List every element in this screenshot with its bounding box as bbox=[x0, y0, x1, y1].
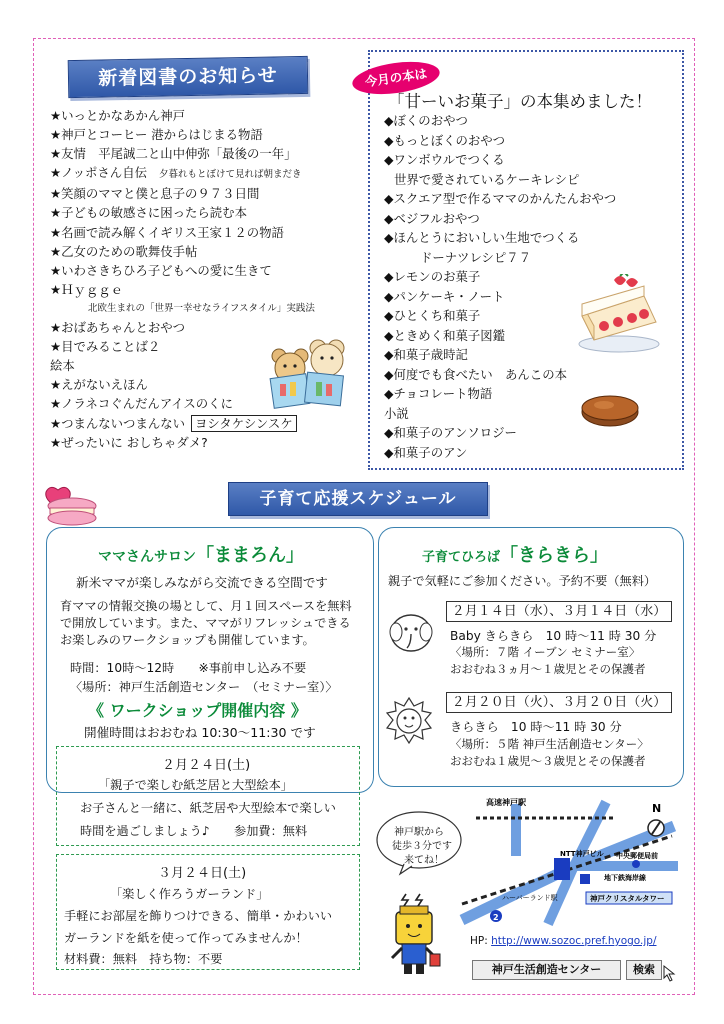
sweets-item: ◆ひとくち和菓子 bbox=[384, 308, 481, 323]
author-box: ヨシタケシンスケ bbox=[191, 415, 297, 432]
hp-label: HP: bbox=[470, 935, 488, 947]
mamaron-heading bbox=[98, 541, 304, 567]
map-north: N bbox=[652, 802, 662, 815]
book-item: ★Ｈｙｇｇｅ bbox=[50, 281, 124, 297]
sweets-item: ◆レモンのお菓子 bbox=[384, 269, 481, 284]
book-item bbox=[50, 414, 370, 433]
bubble-text: 来てね！ bbox=[404, 855, 444, 866]
session1-date: ２月１４日（水）、３月１４日（水） bbox=[446, 601, 672, 622]
session2-date: ２月２０日（火）、３月２０日（火） bbox=[446, 692, 672, 713]
workshop1-desc: 時間を過ごしましょう♪ 参加費：無料 bbox=[80, 824, 308, 838]
session2-name: きらきら 10 時～11 時 30 分 bbox=[450, 720, 622, 734]
workshop1-name: 「親子で楽しむ紙芝居と大型絵本」 bbox=[98, 778, 293, 792]
sweets-item: ◆パンケーキ・ノート bbox=[384, 288, 505, 304]
book-subtitle: 夕暮れもとぼけて見れば朝まだき bbox=[158, 169, 302, 181]
book-item: ★ノラネコぐんだんアイスのくに bbox=[50, 396, 233, 412]
book-item bbox=[50, 163, 370, 184]
mamaron-lead: 新米ママが楽しみながら交流できる空間です bbox=[76, 575, 328, 590]
book-title: ★ノッポさん自伝 bbox=[50, 165, 147, 181]
book-subtitle: 北欧生まれの「世界一幸せなライフスタイル」実践法 bbox=[88, 302, 315, 314]
kirakira-lead: 親子で気軽にご参加ください。予約不要（無料） bbox=[388, 574, 657, 588]
kirakira-title-name: 「きらきら」 bbox=[500, 545, 609, 566]
sweets-item: 世界で愛されているケーキレシピ bbox=[394, 171, 580, 187]
session1-name: Baby きらきら 10 時～11 時 30 分 bbox=[450, 629, 657, 643]
access-map bbox=[456, 796, 684, 936]
book-item: ★子どもの敏感さに困ったら読む本 bbox=[50, 205, 247, 221]
elephant-icon bbox=[388, 612, 434, 654]
sweets-item: ◆ぼくのおやつ bbox=[384, 113, 468, 128]
lion-icon bbox=[384, 696, 434, 746]
sweets-item: ◆和菓子のアンソロジー bbox=[384, 425, 517, 440]
sweets-item: ◆ベジフルおやつ bbox=[384, 210, 480, 226]
sweets-item: ドーナツレシピ７７ bbox=[420, 249, 532, 265]
sweets-item: ◆ときめく和菓子図鑑 bbox=[384, 327, 506, 343]
book-item: ★乙女のための歌舞伎手帖 bbox=[50, 243, 198, 259]
kirakira-heading bbox=[422, 541, 608, 567]
book-item: ★いっとかなあかん神戸 bbox=[50, 108, 186, 123]
cursor-hand-icon bbox=[662, 964, 678, 982]
new-books-title: 新着図書のお知らせ bbox=[98, 64, 278, 90]
schedule-title: 子育て応援スケジュール bbox=[259, 489, 457, 509]
workshop2-desc: ガーランドを紙を使って作ってみませんか！ bbox=[64, 931, 308, 945]
book-item: ★いわさきちひろ子どもへの愛に生きて bbox=[50, 262, 272, 278]
dorayaki-illustration bbox=[578, 390, 642, 430]
book-item: ★名画で読み解くイギリス王家１２の物語 bbox=[50, 224, 284, 240]
homepage-link[interactable]: http://www.sozoc.pref.hyogo.jp/ bbox=[491, 935, 657, 947]
sweets-item: ◆ワンボウルでつくる bbox=[384, 152, 505, 167]
workshop2-name: 「楽しく作ろうガーランド」 bbox=[110, 887, 269, 901]
mamaron-time: 時間：10時～12時 ※事前申し込み不要 bbox=[70, 661, 307, 675]
mascot-illustration bbox=[386, 892, 444, 978]
session1-target: おおむね３ヵ月～１歳児とその保護者 bbox=[450, 662, 646, 676]
session1-place: 〈場所：７階 イーブン セミナー室〉 bbox=[450, 645, 641, 659]
workshop1-date: ２月２４日(土) bbox=[162, 758, 251, 773]
macaron-icon bbox=[40, 482, 98, 526]
mamaron-desc: お楽しみのワークショップも開催しています。 bbox=[60, 633, 315, 647]
map-label-subway: 地下鉄海岸線 bbox=[604, 874, 646, 882]
bears-illustration bbox=[266, 332, 346, 410]
sweets-item: ◆和菓子歳時記 bbox=[384, 347, 468, 362]
session2-place: 〈場所：５階 神戸生活創造センター〉 bbox=[450, 737, 649, 751]
search-field[interactable]: 神戸生活創造センター bbox=[472, 960, 621, 980]
workshop-time: 開催時間はおおむね 10:30～11:30 です bbox=[84, 725, 316, 740]
book-item: ★友情 平尾誠二と山中伸弥「最後の一年」 bbox=[50, 146, 297, 162]
mamaron-title-name: 「ままろん」 bbox=[196, 545, 304, 566]
sweets-item: ◆和菓子のアン bbox=[384, 444, 468, 460]
monthly-stamp: 今月の本は bbox=[350, 57, 441, 99]
kirakira-title-prefix: 子育てひろば bbox=[422, 550, 501, 565]
sweets-title: 「甘ーいお菓子」の本集めました！ bbox=[388, 92, 652, 111]
new-books-banner bbox=[68, 56, 309, 98]
book-item: ★目でみることば２ bbox=[50, 339, 161, 355]
map-label-tower: 神戸クリスタルタワー bbox=[590, 894, 665, 903]
session2-target: おおむね１歳児～３歳児とその保護者 bbox=[450, 754, 646, 768]
mamaron-desc: で開放しています。また、ママがリフレッシュできる bbox=[60, 616, 351, 630]
mamaron-desc: 育ママの情報交換の場として、月１回スペースを無料 bbox=[60, 599, 352, 613]
book-item: ★ぜったいに おしちゃダメ? bbox=[50, 434, 208, 450]
book-item: ★神戸とコーヒー 港からはじまる物語 bbox=[50, 127, 263, 143]
map-label-harbor: ハーバーランド駅 bbox=[502, 894, 558, 902]
book-item: ★笑顔のママと僕と息子の９７３日間 bbox=[50, 186, 260, 202]
sweets-item: ◆何度でも食べたい あんこの本 bbox=[384, 366, 567, 382]
map-label-hankyu: 高速神戸駅 bbox=[486, 798, 526, 807]
map-label-jr: JR神戸駅 bbox=[465, 876, 500, 898]
bubble-text: 神戸駅から bbox=[394, 827, 444, 838]
map-label-post: 中央郵便局前 bbox=[616, 852, 658, 860]
mamaron-place: 〈場所：神戸生活創造センター （セミナー室）〉 bbox=[70, 680, 338, 694]
book-item: ★おばあちゃんとおやつ bbox=[50, 320, 186, 336]
homepage-line bbox=[470, 935, 657, 947]
book-item: ★えがないえほん bbox=[50, 377, 148, 393]
mamaron-title-prefix: ママさんサロン bbox=[98, 549, 196, 565]
workshop1-desc: お子さんと一緒に、紙芝居や大型絵本で楽しい bbox=[80, 801, 336, 815]
sweets-item: ◆スクエア型で作るママのかんたんおやつ bbox=[384, 191, 617, 206]
cake-illustration bbox=[574, 274, 664, 354]
map-label-ntt: NTT神戸ビル bbox=[560, 850, 604, 858]
book-title: ★つまんないつまんない bbox=[50, 415, 186, 431]
workshop2-date: ３月２４日(土) bbox=[158, 866, 247, 881]
search-button[interactable]: 検索 bbox=[626, 960, 662, 980]
bubble-text: 徒歩３分です bbox=[392, 841, 452, 852]
schedule-banner bbox=[228, 482, 488, 516]
map-route-number: 2 bbox=[493, 913, 499, 922]
sweets-item: ◆ほんとうにおいしい生地でつくる bbox=[384, 230, 580, 245]
sweets-item: ◆チョコレート物語 bbox=[384, 386, 493, 401]
section-label-picturebooks: 絵本 bbox=[50, 358, 75, 374]
workshop-title: 《 ワークショップ開催内容 》 bbox=[88, 701, 307, 720]
section-label-novel: 小説 bbox=[384, 405, 409, 421]
workshop2-desc: 手軽にお部屋を飾りつけできる、簡単・かわいい bbox=[64, 909, 333, 923]
sweets-item: ◆もっとぼくのおやつ bbox=[384, 132, 506, 148]
workshop2-desc: 材料費：無料 持ち物：不要 bbox=[64, 952, 223, 966]
